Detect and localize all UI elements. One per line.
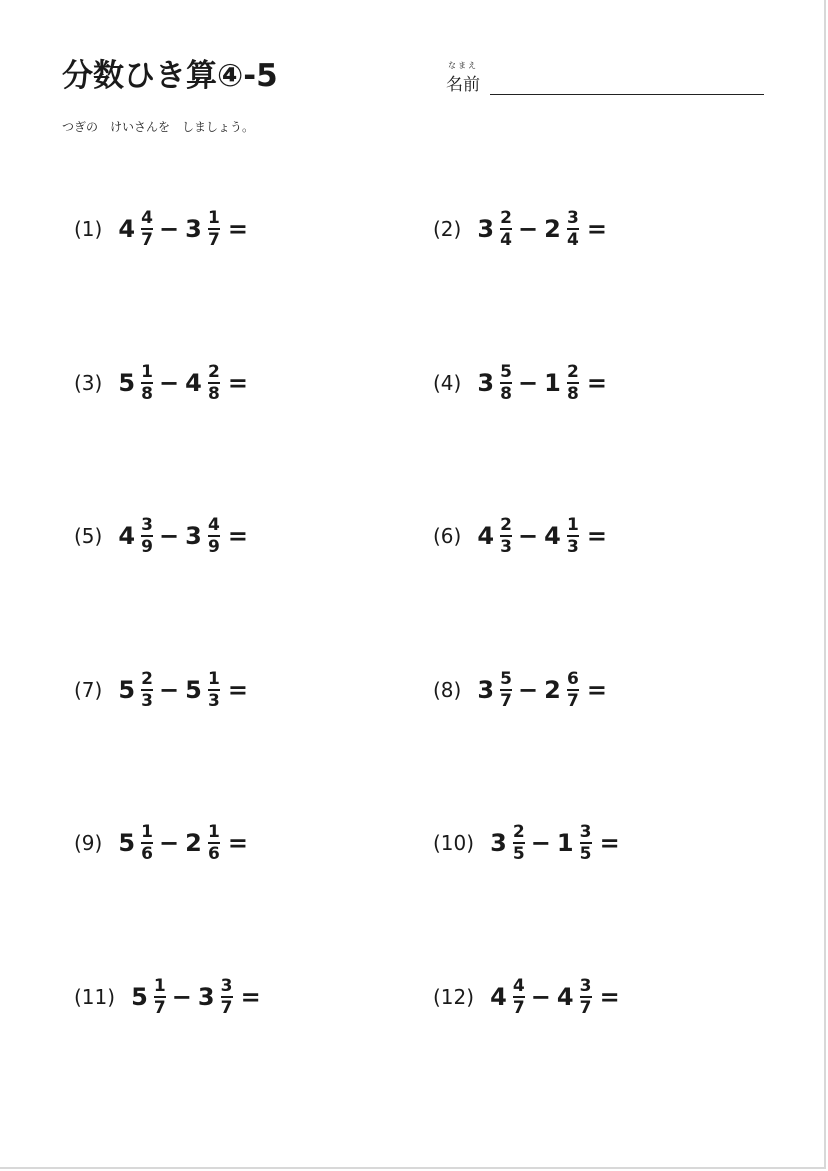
whole-number: 1 xyxy=(556,829,574,857)
whole-number: 3 xyxy=(185,522,202,550)
denominator: 7 xyxy=(579,998,592,1018)
denominator: 3 xyxy=(500,537,512,557)
problem-item xyxy=(74,665,248,715)
denominator: 8 xyxy=(500,384,512,404)
whole-number: 5 xyxy=(131,983,148,1011)
fraction xyxy=(141,516,153,556)
minus-sign: − xyxy=(518,215,539,243)
equals-sign: = xyxy=(599,829,620,857)
denominator: 4 xyxy=(566,230,579,250)
problem-number: (6) xyxy=(433,524,462,548)
minus-sign: − xyxy=(159,215,180,243)
denominator: 9 xyxy=(141,537,153,557)
denominator: 3 xyxy=(141,691,153,711)
fraction xyxy=(567,209,579,249)
denominator: 6 xyxy=(141,844,153,864)
fraction xyxy=(208,670,220,710)
whole-number: 3 xyxy=(490,829,507,857)
numerator: 2 xyxy=(207,362,220,382)
whole-number: 4 xyxy=(556,983,574,1011)
whole-number: 3 xyxy=(477,676,495,704)
whole-number: 5 xyxy=(118,369,136,397)
equals-sign: = xyxy=(586,522,607,550)
numerator: 4 xyxy=(141,208,153,228)
fraction xyxy=(208,209,220,249)
whole-number: 4 xyxy=(118,522,136,550)
problem-item xyxy=(433,358,607,408)
page-title: 分数ひき算④-5 xyxy=(62,58,278,94)
numerator: 5 xyxy=(500,669,512,689)
fraction xyxy=(154,977,166,1017)
problem-item xyxy=(74,972,261,1022)
fraction xyxy=(580,977,592,1017)
denominator: 7 xyxy=(220,998,233,1018)
denominator: 9 xyxy=(207,537,220,557)
denominator: 4 xyxy=(500,230,512,250)
problem-item xyxy=(433,818,620,868)
numerator: 2 xyxy=(566,362,579,382)
numerator: 2 xyxy=(500,208,512,228)
whole-number: 2 xyxy=(185,829,202,857)
problem-item xyxy=(433,511,607,561)
whole-number: 4 xyxy=(185,369,202,397)
equals-sign: = xyxy=(227,676,248,704)
fraction xyxy=(567,670,579,710)
whole-number: 2 xyxy=(544,215,561,243)
fraction xyxy=(208,516,220,556)
whole-number: 4 xyxy=(118,215,136,243)
fraction xyxy=(500,670,512,710)
fraction xyxy=(580,823,592,863)
numerator: 5 xyxy=(500,362,512,382)
denominator: 7 xyxy=(207,230,220,250)
whole-number: 3 xyxy=(185,215,202,243)
numerator: 3 xyxy=(579,822,592,842)
equals-sign: = xyxy=(586,369,607,397)
denominator: 6 xyxy=(207,844,220,864)
fraction xyxy=(513,823,525,863)
numerator: 1 xyxy=(153,976,166,996)
fraction xyxy=(567,516,579,556)
whole-number: 5 xyxy=(118,676,136,704)
equals-sign: = xyxy=(227,369,248,397)
numerator: 3 xyxy=(220,976,233,996)
numerator: 1 xyxy=(207,822,220,842)
numerator: 2 xyxy=(141,669,153,689)
fraction xyxy=(513,977,525,1017)
fraction xyxy=(141,670,153,710)
problem-number: (1) xyxy=(74,217,103,241)
fraction xyxy=(141,363,153,403)
minus-sign: − xyxy=(518,522,539,550)
denominator: 7 xyxy=(512,998,525,1018)
numerator: 3 xyxy=(566,208,579,228)
numerator: 1 xyxy=(141,822,153,842)
whole-number: 4 xyxy=(490,983,507,1011)
numerator: 3 xyxy=(579,976,592,996)
fraction xyxy=(141,823,153,863)
equals-sign: = xyxy=(599,983,620,1011)
whole-number: 2 xyxy=(544,676,561,704)
whole-number: 5 xyxy=(118,829,136,857)
whole-number: 4 xyxy=(477,522,495,550)
numerator: 1 xyxy=(207,669,220,689)
equals-sign: = xyxy=(586,676,607,704)
whole-number: 1 xyxy=(544,369,561,397)
problem-item xyxy=(74,511,248,561)
equals-sign: = xyxy=(227,829,248,857)
numerator: 6 xyxy=(566,669,579,689)
name-label: 名前 xyxy=(446,75,480,95)
denominator: 7 xyxy=(141,230,153,250)
minus-sign: − xyxy=(159,369,180,397)
name-ruby: なまえ xyxy=(448,61,478,70)
problem-number: (11) xyxy=(74,985,116,1009)
fraction xyxy=(208,363,220,403)
minus-sign: − xyxy=(530,829,551,857)
whole-number: 3 xyxy=(477,215,495,243)
fraction xyxy=(500,363,512,403)
problem-number: (7) xyxy=(74,678,103,702)
numerator: 2 xyxy=(500,515,512,535)
whole-number: 3 xyxy=(197,983,215,1011)
equals-sign: = xyxy=(227,522,248,550)
fraction xyxy=(500,209,512,249)
numerator: 2 xyxy=(512,822,525,842)
denominator: 7 xyxy=(566,691,579,711)
denominator: 8 xyxy=(566,384,579,404)
numerator: 1 xyxy=(207,208,220,228)
denominator: 7 xyxy=(500,691,512,711)
problem-number: (5) xyxy=(74,524,103,548)
minus-sign: − xyxy=(518,369,539,397)
equals-sign: = xyxy=(227,215,248,243)
fraction xyxy=(500,516,512,556)
minus-sign: − xyxy=(518,676,539,704)
name-write-line[interactable] xyxy=(490,94,764,95)
problem-number: (8) xyxy=(433,678,462,702)
denominator: 3 xyxy=(207,691,220,711)
name-field xyxy=(446,60,766,100)
denominator: 5 xyxy=(512,844,525,864)
numerator: 4 xyxy=(207,515,220,535)
minus-sign: − xyxy=(171,983,192,1011)
fraction xyxy=(221,977,233,1017)
denominator: 7 xyxy=(153,998,166,1018)
problem-number: (2) xyxy=(433,217,462,241)
problem-item xyxy=(74,818,248,868)
problem-item xyxy=(74,204,248,254)
denominator: 8 xyxy=(141,384,153,404)
numerator: 1 xyxy=(141,362,153,382)
numerator: 3 xyxy=(141,515,153,535)
whole-number: 5 xyxy=(185,676,202,704)
denominator: 8 xyxy=(207,384,220,404)
denominator: 3 xyxy=(566,537,579,557)
fraction xyxy=(208,823,220,863)
problem-item xyxy=(74,358,248,408)
problem-number: (3) xyxy=(74,371,103,395)
problem-number: (12) xyxy=(433,985,475,1009)
minus-sign: − xyxy=(159,676,180,704)
whole-number: 4 xyxy=(544,522,561,550)
minus-sign: − xyxy=(159,522,180,550)
problem-item xyxy=(433,665,607,715)
fraction xyxy=(141,209,153,249)
equals-sign: = xyxy=(240,983,261,1011)
minus-sign: − xyxy=(159,829,180,857)
problem-item xyxy=(433,204,607,254)
problem-number: (9) xyxy=(74,831,103,855)
equals-sign: = xyxy=(586,215,607,243)
problem-number: (4) xyxy=(433,371,462,395)
numerator: 4 xyxy=(512,976,525,996)
fraction xyxy=(567,363,579,403)
whole-number: 3 xyxy=(477,369,495,397)
denominator: 5 xyxy=(579,844,592,864)
instruction-text: つぎの けいさんを しましょう。 xyxy=(62,120,255,134)
numerator: 1 xyxy=(566,515,579,535)
problem-item xyxy=(433,972,620,1022)
problem-number: (10) xyxy=(433,831,475,855)
minus-sign: − xyxy=(530,983,551,1011)
